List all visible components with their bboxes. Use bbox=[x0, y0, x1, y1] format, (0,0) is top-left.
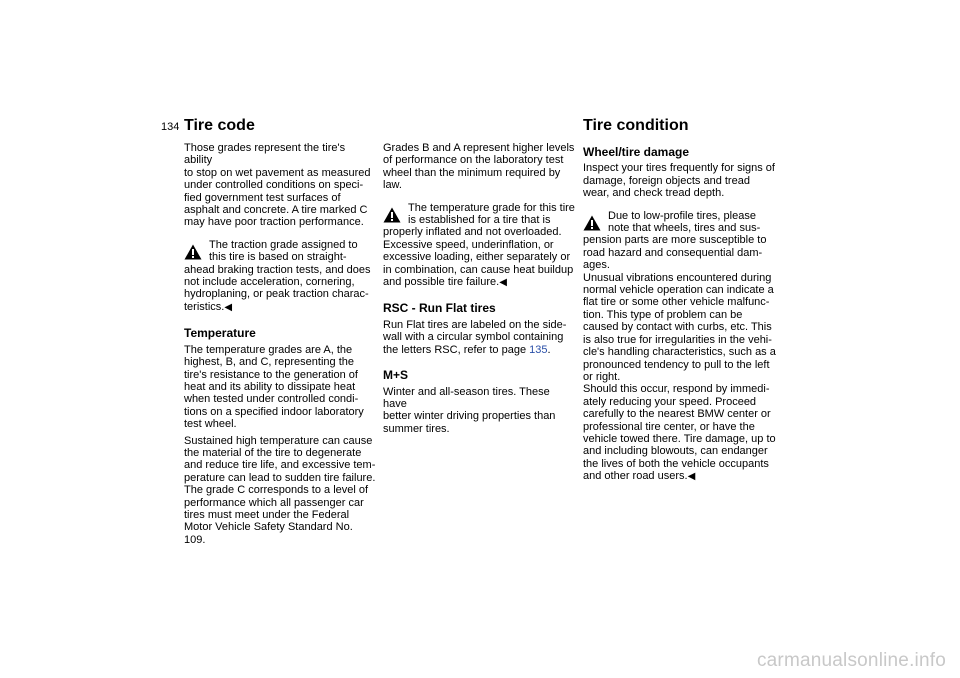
temperature-paragraph-2: Sustained high temperature can cause the material of the tire to degenerate and reduce tire life, and excessive tem- perature can lead to sudden tire failure. The grade C corresponds to a level of performance which all passenger car tires must meet under the Federal Motor Vehicle Safety Standard No. 109. bbox=[184, 434, 376, 546]
heading-wheel-damage: Wheel/tire damage bbox=[583, 145, 690, 159]
warning-triangle-icon bbox=[383, 207, 401, 223]
warning-text-first: The traction grade assigned to this tire is based on straight- bbox=[209, 238, 358, 264]
watermark: carmanualsonline.info bbox=[756, 650, 946, 671]
inspect-paragraph: Inspect your tires frequently for signs of damage, foreign objects and tread wear, and check tread depth. bbox=[583, 162, 775, 200]
heading-rsc: RSC - Run Flat tires bbox=[383, 301, 496, 316]
warning-text-rest: ahead braking traction tests, and does not include acceleration, cornering, hydroplaning, or peak traction charac- teristics.◀ bbox=[184, 263, 371, 313]
rsc-paragraph: Run Flat tires are labeled on the side- wall with a circular symbol containing the letters RSC, refer to page 135. bbox=[383, 318, 567, 356]
warning-traction bbox=[184, 239, 376, 314]
end-mark: ◀ bbox=[224, 301, 233, 313]
heading-temperature: Temperature bbox=[184, 326, 256, 341]
end-mark: ◀ bbox=[499, 277, 507, 289]
column-3 bbox=[583, 146, 777, 484]
title-tire-condition: Tire condition bbox=[583, 117, 689, 134]
title-tire-code: Tire code bbox=[184, 117, 255, 134]
page-number: 134 bbox=[161, 121, 180, 133]
end-mark: ◀ bbox=[687, 471, 696, 483]
warning-text-first: The temperature grade for this tire is established for a tire that is bbox=[408, 201, 575, 227]
warning-low-profile bbox=[583, 210, 777, 484]
heading-ms: M+S bbox=[383, 368, 409, 383]
ms-paragraph: Winter and all-season tires. These have better winter driving properties than summer tires. bbox=[383, 385, 556, 435]
grades-paragraph: Grades B and A represent higher levels of performance on the laboratory test wheel than the minimum required by law. bbox=[383, 142, 575, 192]
warning-triangle-icon bbox=[583, 215, 601, 231]
column-2 bbox=[383, 142, 575, 435]
warning-temperature bbox=[383, 202, 575, 290]
warning-text-first: Due to low-profile tires, please note that wheels, tires and sus- bbox=[608, 209, 761, 235]
warning-triangle-icon bbox=[184, 244, 202, 260]
warning-text-rest: pension parts are more susceptible to road hazard and consequential dam- ages. Unusual vibrations encountered during normal vehicle operation can indicate a flat tire or some other vehicle malfunc- tion. This type of problem can be caused by contact with curbs, etc. This is also true for irregularities in the vehi- cle's handling characteristics, such as a pronounced tendency to pull to the left or right. Should this occur, respond by immedi- ately reducing your speed. Proceed carefully to the nearest BMW center or professional tire center, or have the vehicle towed there. Tire damage, up to and including blowouts, can endanger the lives of both the vehicle occupants and other road users.◀ bbox=[583, 234, 776, 483]
temperature-paragraph: The temperature grades are A, the highest, B, and C, representing the tire's resistance to the generation of heat and its ability to dissipate heat when tested under controlled condi- tions on a specified indoor laboratory test wheel. bbox=[184, 343, 364, 431]
column-1 bbox=[184, 142, 376, 546]
page-link-135[interactable]: 135 bbox=[529, 343, 548, 356]
traction-paragraph: Those grades represent the tire's ability to stop on wet pavement as measured under controlled conditions on speci- fied government test surfaces of asphalt and concrete. A tire marked C may have poor traction performance. bbox=[184, 142, 371, 229]
warning-text-rest: properly inflated and not overloaded. Excessive speed, underinflation, or excessive loading, either separately or in combination, can cause heat buildup and possible tire failure.◀ bbox=[383, 226, 574, 289]
